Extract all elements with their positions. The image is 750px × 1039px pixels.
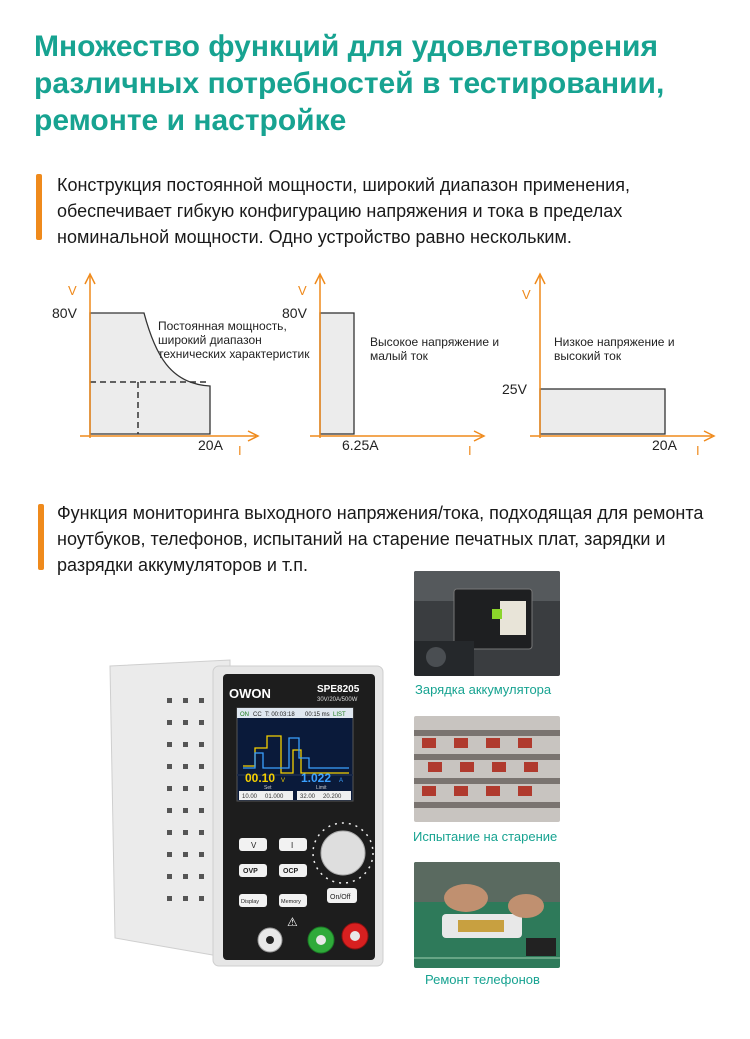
aging-test-photo-icon: [414, 716, 560, 822]
axis-v-label: V: [298, 283, 307, 298]
i-value-label: 20A: [198, 437, 223, 453]
accent-bar-1: [36, 174, 42, 240]
voltage-unit: V: [281, 778, 286, 784]
power-supply-svg: [105, 658, 405, 968]
axis-i-label: I: [696, 443, 700, 458]
v-value-label: 25V: [502, 381, 527, 397]
graph-constant-power-svg: [40, 266, 310, 466]
status-timer: T: 00:03:18: [265, 712, 295, 718]
graph-desc-line: технических характеристик: [158, 347, 310, 361]
graph-constant-power: [40, 266, 310, 466]
lv-area: [540, 389, 665, 434]
brand-logo: OWON: [229, 686, 271, 701]
page-title: Множество функций для удовлетворения различных потребностей в тестировании, ремонте и настройке: [34, 30, 665, 137]
voltage-readout: 00.10: [245, 771, 276, 785]
graph-desc-line: Высокое напряжение и: [370, 335, 500, 349]
v-button-label: V: [251, 841, 257, 850]
graph-desc-line: Постоянная мощность,: [158, 319, 287, 333]
status-cc: CC: [253, 712, 262, 718]
i-value-label: 6.25A: [342, 437, 379, 453]
v-value-label: 80V: [282, 305, 307, 321]
current-readout: 1.022: [301, 771, 332, 785]
v-value-label: 80V: [52, 305, 77, 321]
set-voltage: 10.00: [242, 794, 258, 800]
ocp-button-label: OCP: [283, 868, 299, 875]
display-button-label: Display: [241, 899, 260, 905]
caption-battery: Зарядка аккумулятора: [415, 682, 552, 697]
set-label: Set: [264, 785, 272, 791]
model-label: SPE8205: [317, 684, 360, 695]
i-value-label: 20A: [652, 437, 677, 453]
graph-low-voltage-svg: [490, 266, 720, 466]
graph-desc-line: малый ток: [370, 349, 428, 363]
axis-v-label: V: [68, 283, 77, 298]
section1-text: Конструкция постоянной мощности, широкий диапазон применения, обеспечивает гибкую конфигурацию напряжения и тока в пределах номинальной мощности. Одно устройство равно нескольким.: [57, 175, 630, 247]
accent-bar-2: [38, 504, 44, 570]
limit-voltage: 32.00: [300, 794, 316, 800]
status-list: LIST: [333, 712, 346, 718]
axis-v-label: V: [522, 287, 531, 302]
set-current: 01.000: [265, 794, 284, 800]
status-on: ON: [240, 712, 249, 718]
caption-aging-test: Испытание на старение: [413, 829, 558, 844]
section2-text: Функция мониторинга выходного напряжения/тока, подходящая для ремонта ноутбуков, телефонов, испытаний на старение печатных плат, зарядки и разрядки аккумуляторов и т.п.: [57, 503, 704, 575]
graph-high-voltage: [270, 266, 500, 466]
caption-phone-repair: Ремонт телефонов: [425, 972, 540, 987]
graph-high-voltage-svg: [270, 266, 500, 466]
i-button-label: I: [291, 841, 294, 850]
photo-phone-repair: [414, 862, 560, 968]
photo-aging-test: [414, 716, 560, 822]
photo-battery: [414, 571, 560, 676]
on-off-button-label: On/Off: [330, 894, 351, 901]
limit-label: Limit: [316, 785, 327, 791]
battery-photo-icon: [414, 571, 560, 676]
axis-i-label: I: [468, 443, 472, 458]
axis-i-label: I: [238, 443, 242, 458]
spec-label: 30V/20A/500W: [317, 697, 358, 703]
terminal-ground-hole: [316, 935, 326, 945]
current-unit: A: [339, 778, 344, 784]
graph-desc-line: широкий диапазон: [158, 333, 262, 347]
graph-desc-line: Низкое напряжение и: [554, 335, 675, 349]
phone-repair-photo-icon: [414, 862, 560, 968]
limit-current: 20.200: [323, 794, 342, 800]
hv-area: [320, 313, 354, 434]
terminal-positive-hole: [350, 931, 360, 941]
status-interval: 00:15 ms: [305, 712, 330, 718]
graph-desc-line: высокий ток: [554, 349, 622, 363]
ovp-button-label: OVP: [243, 868, 258, 875]
terminal-negative-hole: [266, 936, 274, 944]
memory-button-label: Memory: [281, 899, 301, 905]
power-supply-device: [105, 658, 405, 968]
rotary-knob[interactable]: [321, 831, 365, 875]
graph-low-voltage: [490, 266, 720, 466]
warning-icon: ⚠: [287, 915, 298, 929]
